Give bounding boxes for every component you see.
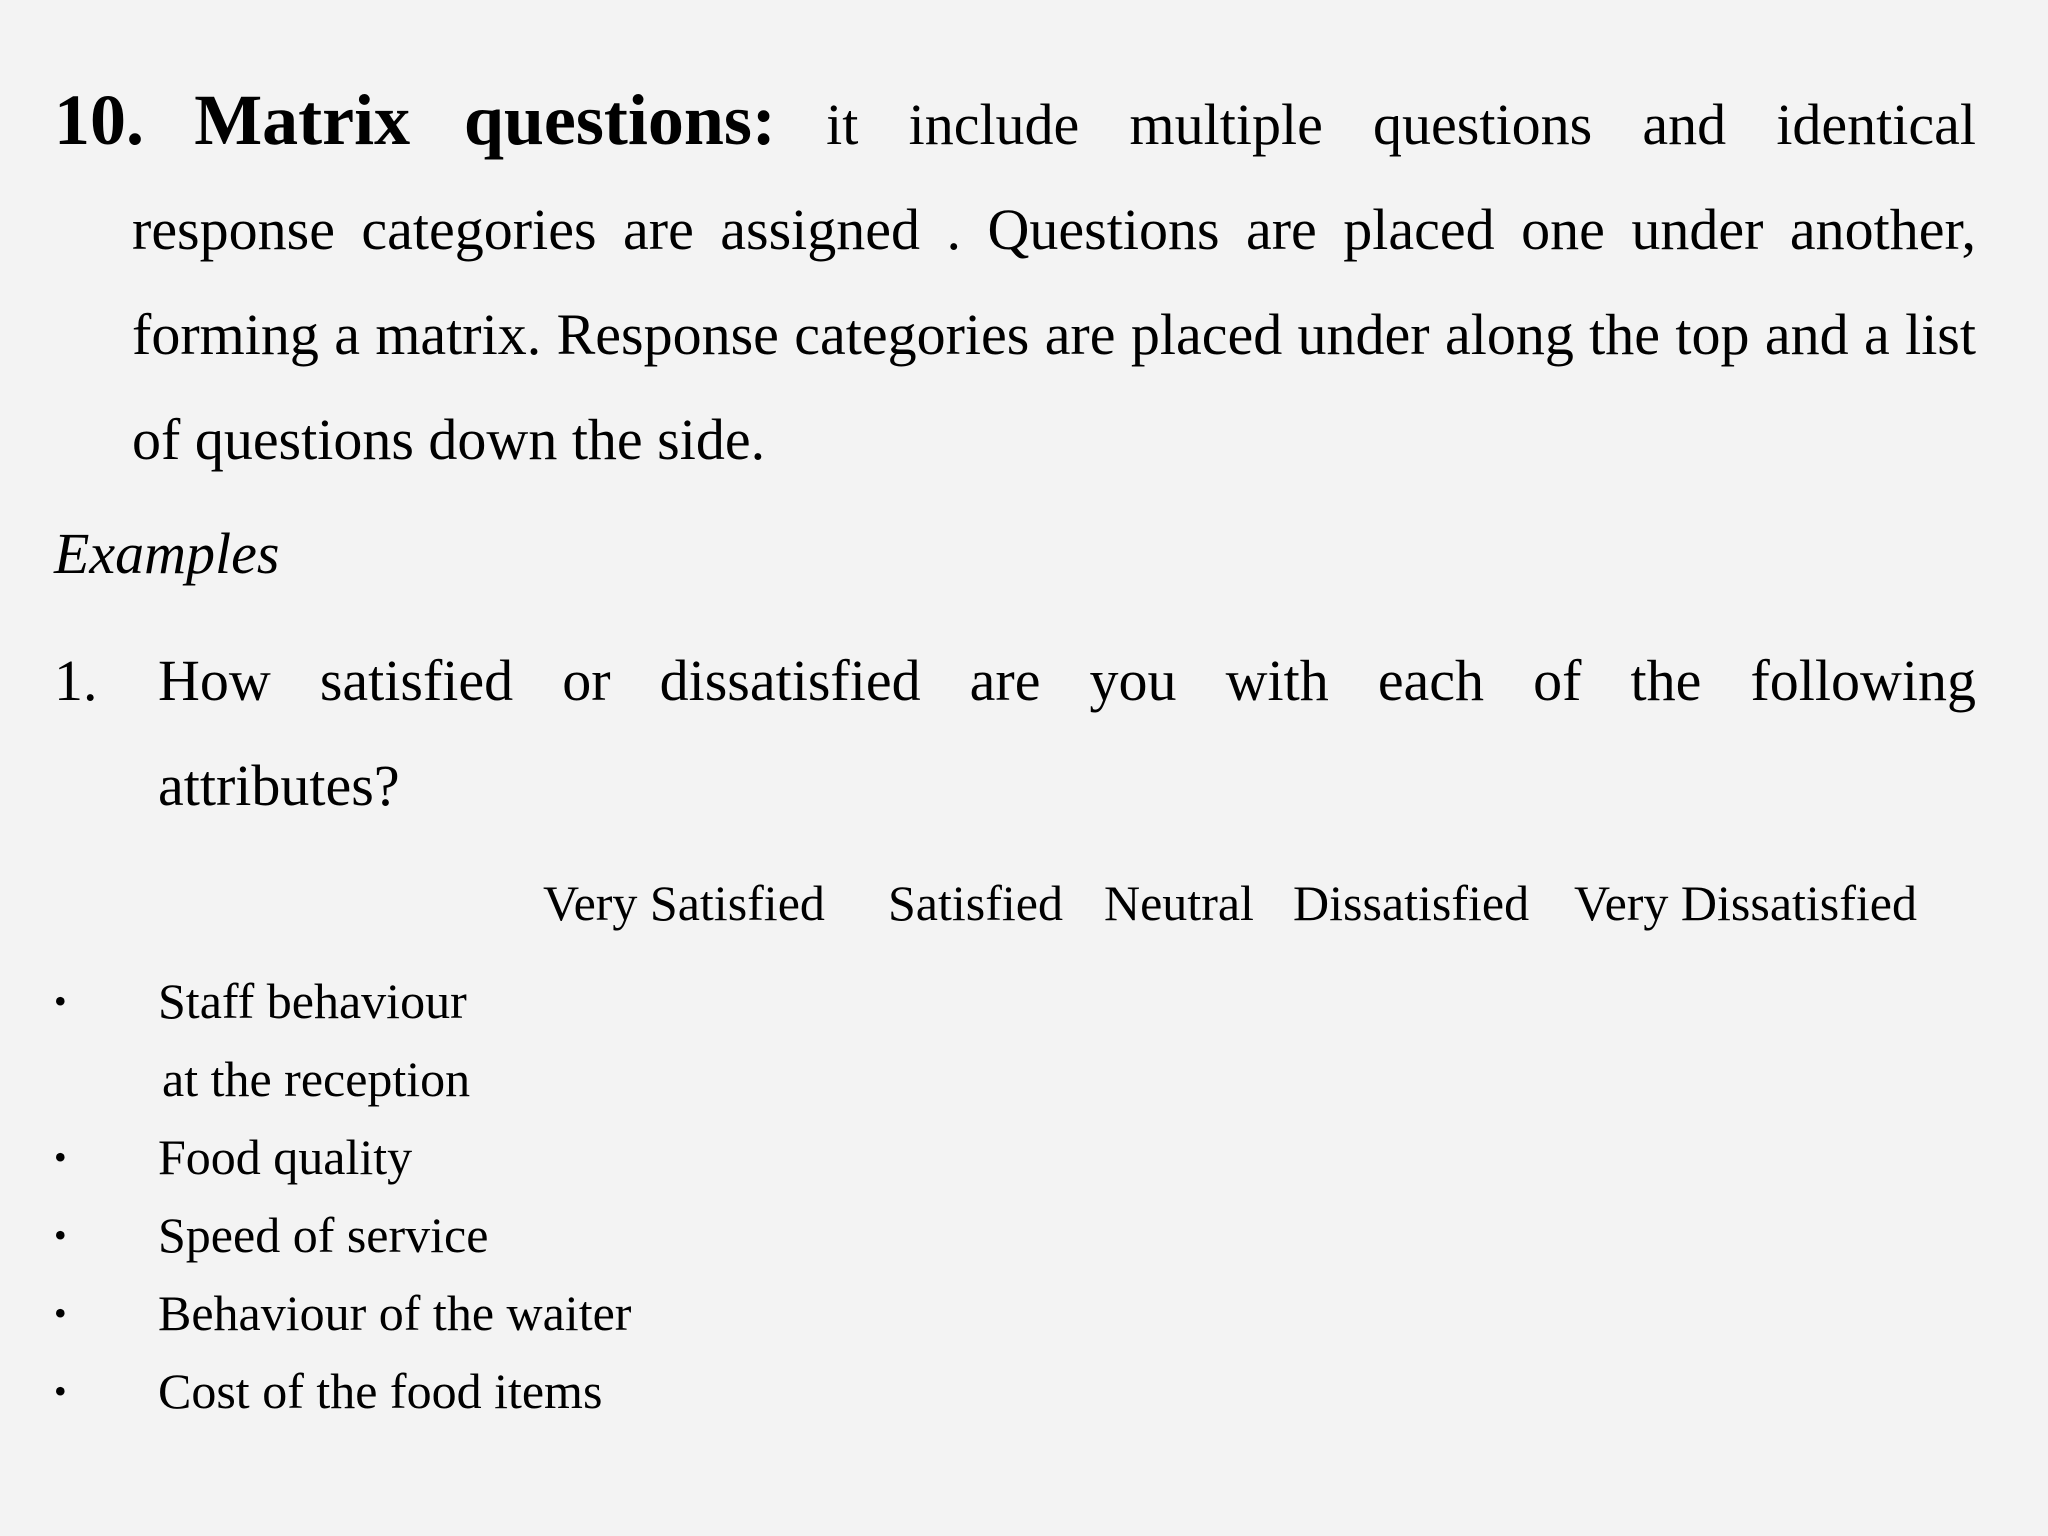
question-line-2: attributes? bbox=[158, 753, 400, 818]
attribute-label: Behaviour of the waiter bbox=[158, 1285, 632, 1341]
question-number: 1. bbox=[54, 648, 98, 713]
list-item bbox=[0, 1352, 2048, 1430]
attribute-label: Staff behaviour bbox=[158, 973, 467, 1029]
paragraph-number: 10. bbox=[54, 80, 144, 160]
bullet-icon: • bbox=[54, 981, 67, 1021]
list-item bbox=[0, 1118, 2048, 1196]
scale-dissatisfied: Dissatisfied bbox=[1293, 875, 1530, 931]
attribute-label: Cost of the food items bbox=[158, 1363, 603, 1419]
scale-very-satisfied: Very Satisfied bbox=[543, 875, 825, 931]
list-item bbox=[0, 1274, 2048, 1352]
paragraph-title: Matrix questions: bbox=[194, 80, 776, 160]
paragraph-line1-rest: it include multiple questions and identical bbox=[826, 92, 1977, 157]
scale-neutral: Neutral bbox=[1104, 875, 1254, 931]
examples-heading: Examples bbox=[54, 521, 280, 586]
attribute-list bbox=[0, 962, 2048, 1430]
matrix-questions-paragraph bbox=[54, 68, 1976, 492]
paragraph-first-line bbox=[54, 68, 1976, 177]
response-scale-header bbox=[0, 874, 2048, 938]
attribute-label: Food quality bbox=[158, 1129, 413, 1185]
question-text bbox=[158, 628, 1976, 838]
list-item bbox=[0, 962, 2048, 1118]
bullet-icon: • bbox=[54, 1137, 67, 1177]
attribute-label-line2: at the reception bbox=[162, 1051, 471, 1107]
scale-satisfied: Satisfied bbox=[888, 875, 1063, 931]
list-item bbox=[0, 1196, 2048, 1274]
bullet-icon: • bbox=[54, 1293, 67, 1333]
scale-very-dissatisfied: Very Dissatisfied bbox=[1574, 875, 1917, 931]
attribute-label: Speed of service bbox=[158, 1207, 489, 1263]
bullet-icon: • bbox=[54, 1215, 67, 1255]
bullet-icon: • bbox=[54, 1371, 67, 1411]
paragraph-body: response categories are assigned . Questions are placed one under another, forming a matrix. Response categories are placed under along the top and a list of questions down the side. bbox=[132, 197, 1976, 472]
example-question-1 bbox=[54, 628, 1976, 838]
question-line-1: How satisfied or dissatisfied are you with each of the following bbox=[158, 648, 1976, 713]
